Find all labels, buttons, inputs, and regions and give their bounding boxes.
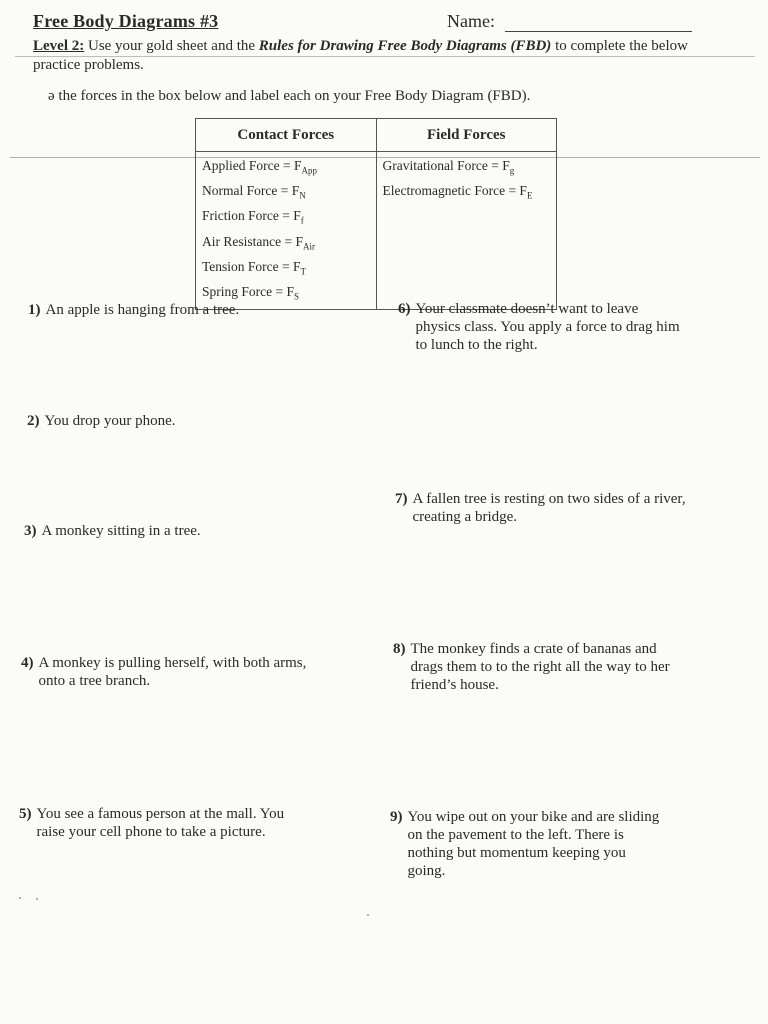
problem-number: 3) xyxy=(24,523,37,539)
problem-number: 1) xyxy=(28,302,41,318)
contact-force-item: Normal Force = $F_N$ xyxy=(202,183,306,201)
name-blank-line[interactable] xyxy=(505,13,692,32)
problem-7 xyxy=(395,490,715,526)
problem-text: A monkey sitting in a tree. xyxy=(41,523,201,539)
problem-9 xyxy=(390,808,710,880)
problem-number: 5) xyxy=(19,806,32,822)
problem-text: Your classmate doesn’t want to leave physics class. You apply a force to drag him to lunch to the right. xyxy=(415,301,680,353)
contact-force-item: Spring Force = $F_S$ xyxy=(202,283,300,302)
problem-text: An apple is hanging from a tree. xyxy=(45,302,240,318)
problem-8 xyxy=(393,640,713,694)
scan-speck xyxy=(367,914,369,916)
contact-forces-header: Contact Forces xyxy=(196,119,377,152)
field-forces-header: Field Forces xyxy=(376,119,557,152)
contact-force-item: Applied Force = $F_{App}$ xyxy=(202,158,317,176)
contact-force-item: Friction Force = $F_f$ xyxy=(202,208,304,227)
field-force-item: Electromagnetic Force = $F_E$ xyxy=(382,183,533,201)
problem-5 xyxy=(19,805,319,841)
level-label: Level 2: xyxy=(33,38,85,54)
contact-force-item: Air Resistance = $F_{Air}$ xyxy=(202,233,315,252)
problem-text: You wipe out on your bike and are sliding on the pavement to the left. There is nothing but momentum keeping you going. xyxy=(407,809,660,879)
problem-text: The monkey finds a crate of bananas and drags them to to the right all the way to her friend’s house. xyxy=(410,641,670,693)
forces-table xyxy=(195,118,557,310)
problem-2 xyxy=(27,412,357,430)
name-field xyxy=(447,11,692,32)
problem-text: A fallen tree is resting on two sides of a river, creating a bridge. xyxy=(412,491,686,525)
worksheet-title: Free Body Diagrams #3 xyxy=(33,11,219,31)
scan-speck xyxy=(36,898,38,900)
problem-number: 4) xyxy=(21,655,34,671)
problem-number: 7) xyxy=(395,491,408,507)
name-label: Name: xyxy=(447,11,495,31)
field-force-item: Gravitational Force = $F_g$ xyxy=(382,158,515,176)
problem-1 xyxy=(28,301,358,319)
problem-6 xyxy=(398,300,718,354)
scan-speck xyxy=(19,897,21,899)
problem-number: 8) xyxy=(393,641,406,657)
problem-text: You see a famous person at the mall. You raise your cell phone to take a picture. xyxy=(36,806,285,840)
problem-number: 9) xyxy=(390,809,403,825)
problem-3 xyxy=(24,522,354,540)
scan-rule-line xyxy=(15,56,755,57)
contact-force-item: Tension Force = $F_T$ xyxy=(202,258,307,277)
problem-number: 6) xyxy=(398,301,411,317)
rules-title: Rules for Drawing Free Body Diagrams (FBD) xyxy=(258,38,552,54)
contact-forces-list xyxy=(196,152,377,310)
level-text-b: to complete the below practice problems. xyxy=(33,38,688,73)
problem-number: 2) xyxy=(27,413,40,429)
field-forces-list xyxy=(376,152,557,310)
problem-text: A monkey is pulling herself, with both arms, onto a tree branch. xyxy=(38,655,307,689)
problem-4 xyxy=(21,654,321,690)
force-instruction: ə the forces in the box below and label each on your Free Body Diagram (FBD). xyxy=(48,88,531,104)
problem-text: You drop your phone. xyxy=(44,413,176,429)
level-text-a: Use your gold sheet and the xyxy=(87,38,256,54)
